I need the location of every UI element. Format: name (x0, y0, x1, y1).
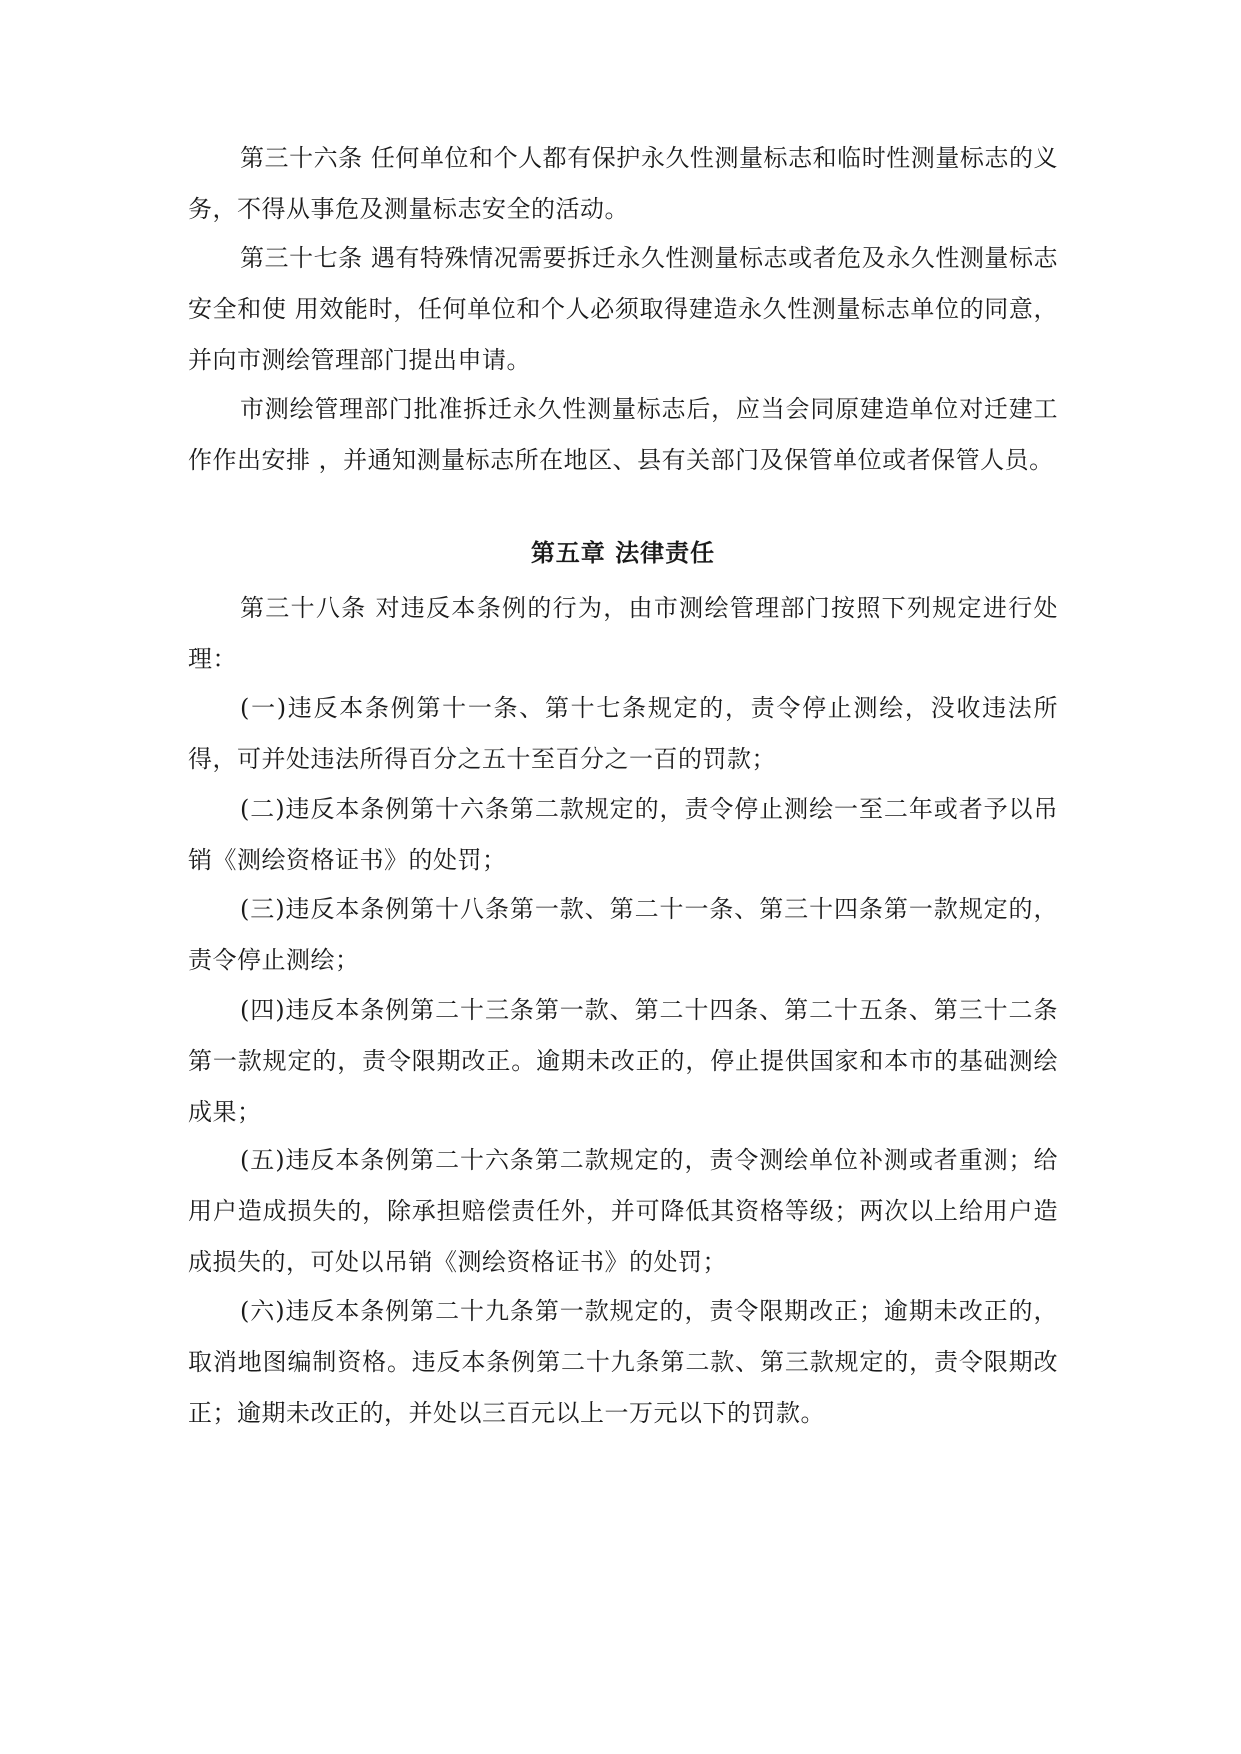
clause-4-paragraph: (四)违反本条例第二十三条第一款、第二十四条、第二十五条、第三十二条第一款规定的，责令限期改正。逾期未改正的，停止提供国家和本市的基础测绘成果； (188, 996, 1058, 1126)
article-38-paragraph: 第三十八条 对违反本条例的行为，由市测绘管理部门按照下列规定进行处理： (188, 594, 1058, 673)
article-37-second-paragraph: 市测绘管理部门批准拆迁永久性测量标志后，应当会同原建造单位对迁建工作作出安排 ，并通知测量标志所在地区、县有关部门及保管单位或者保管人员。 (188, 395, 1058, 474)
article-36-paragraph: 第三十六条 任何单位和个人都有保护永久性测量标志和临时性测量标志的义务，不得从事危及测量标志安全的活动。 (188, 144, 1058, 223)
clause-6-paragraph: (六)违反本条例第二十九条第一款规定的，责令限期改正；逾期未改正的，取消地图编制资格。违反本条例第二十九条第二款、第三款规定的，责令限期改正；逾期未改正的，并处以三百元以上一万元以下的罚款。 (188, 1297, 1058, 1427)
clause-1-paragraph: (一)违反本条例第十一条、第十七条规定的，责令停止测绘，没收违法所得，可并处违法所得百分之五十至百分之一百的罚款； (188, 694, 1058, 773)
chapter-heading: 第五章 法律责任 (530, 538, 716, 567)
clause-5-paragraph: (五)违反本条例第二十六条第二款规定的，责令测绘单位补测或者重测；给用户造成损失的，除承担赔偿责任外，并可降低其资格等级；两次以上给用户造成损失的，可处以吊销《测绘资格证书》的处罚； (188, 1146, 1058, 1276)
clause-3-paragraph: (三)违反本条例第十八条第一款、第二十一条、第三十四条第一款规定的，责令停止测绘； (188, 895, 1058, 974)
article-37-paragraph: 第三十七条 遇有特殊情况需要拆迁永久性测量标志或者危及永久性测量标志安全和使 用效能时，任何单位和个人必须取得建造永久性测量标志单位的同意，并向市测绘管理部门提出申请。 (188, 244, 1058, 374)
clause-2-paragraph: (二)违反本条例第十六条第二款规定的，责令停止测绘一至二年或者予以吊销《测绘资格证书》的处罚； (188, 795, 1058, 874)
